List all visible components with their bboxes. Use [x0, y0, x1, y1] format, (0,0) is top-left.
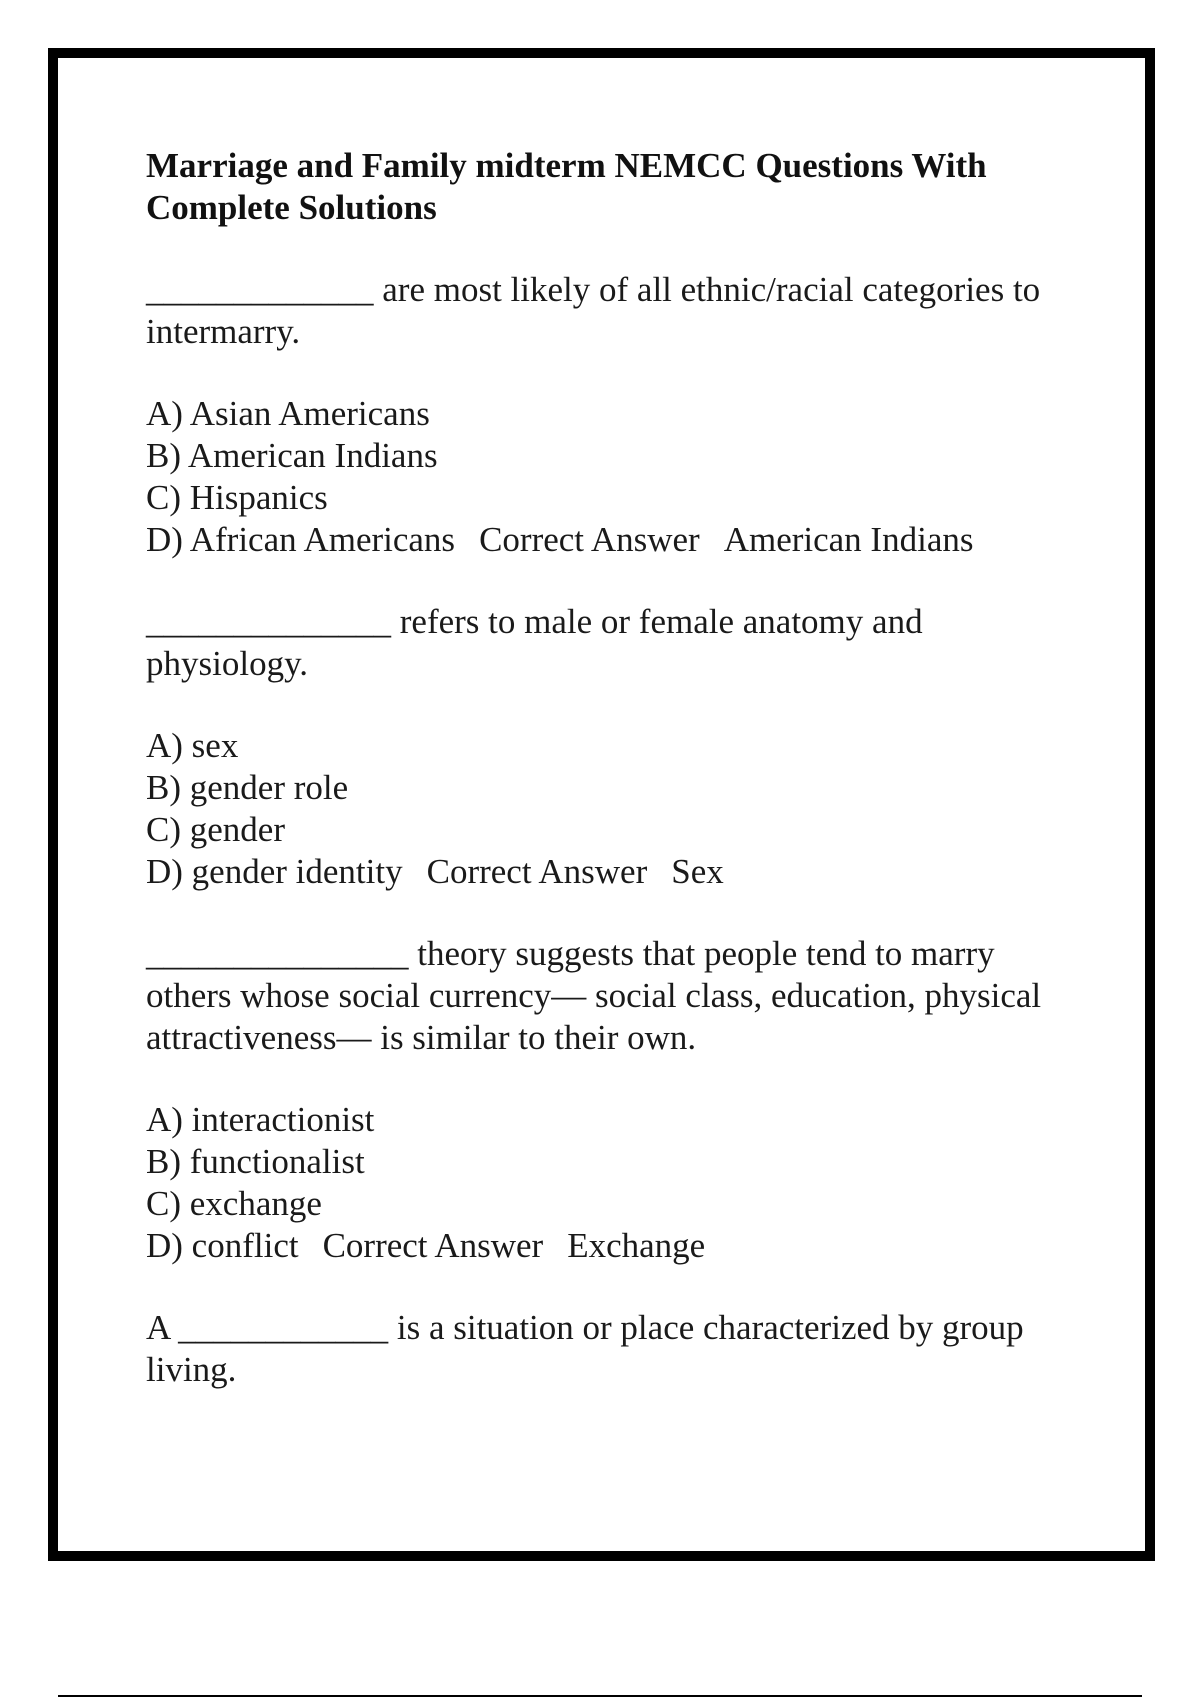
correct-answer-label: Correct Answer [322, 1226, 544, 1265]
correct-answer-label: Correct Answer [479, 520, 700, 559]
question-2 [146, 601, 1086, 893]
option-c: C) exchange [146, 1184, 322, 1223]
footer-divider [58, 1695, 1142, 1697]
option-d: D) conflict [146, 1226, 299, 1265]
document-title: Marriage and Family midterm NEMCC Questions With Complete Solutions [146, 146, 987, 227]
option-d: D) gender identity [146, 852, 403, 891]
answer-options [146, 1099, 1086, 1267]
question-prompt: _____________ are most likely of all ethnic/racial categories to intermarry. [146, 270, 1041, 351]
option-c: C) Hispanics [146, 478, 328, 517]
option-b: B) gender role [146, 768, 349, 807]
option-d-with-answer [146, 1225, 1086, 1267]
correct-answer-value: Exchange [567, 1226, 706, 1265]
correct-answer-value: Sex [671, 852, 724, 891]
option-d: D) African Americans [146, 520, 456, 559]
document-body [146, 145, 1086, 1431]
option-b: B) functionalist [146, 1142, 365, 1181]
option-a: A) Asian Americans [146, 394, 430, 433]
question-prompt: _______________ theory suggests that people tend to marry others whose social currency— social class, education, physical attractiveness— is similar to their own. [146, 934, 1042, 1057]
correct-answer-label: Correct Answer [426, 852, 648, 891]
option-d-with-answer [146, 851, 1086, 893]
option-a: A) sex [146, 726, 239, 765]
question-4 [146, 1307, 1086, 1391]
question-1 [146, 269, 1086, 561]
option-b: B) American Indians [146, 436, 438, 475]
option-d-with-answer [146, 519, 1086, 561]
correct-answer-value: American Indians [723, 520, 974, 559]
answer-options [146, 393, 1086, 561]
question-prompt: A ____________ is a situation or place characterized by group living. [146, 1308, 1024, 1389]
option-a: A) interactionist [146, 1100, 375, 1139]
option-c: C) gender [146, 810, 285, 849]
answer-options [146, 725, 1086, 893]
question-3 [146, 933, 1086, 1267]
question-prompt: ______________ refers to male or female anatomy and physiology. [146, 602, 923, 683]
